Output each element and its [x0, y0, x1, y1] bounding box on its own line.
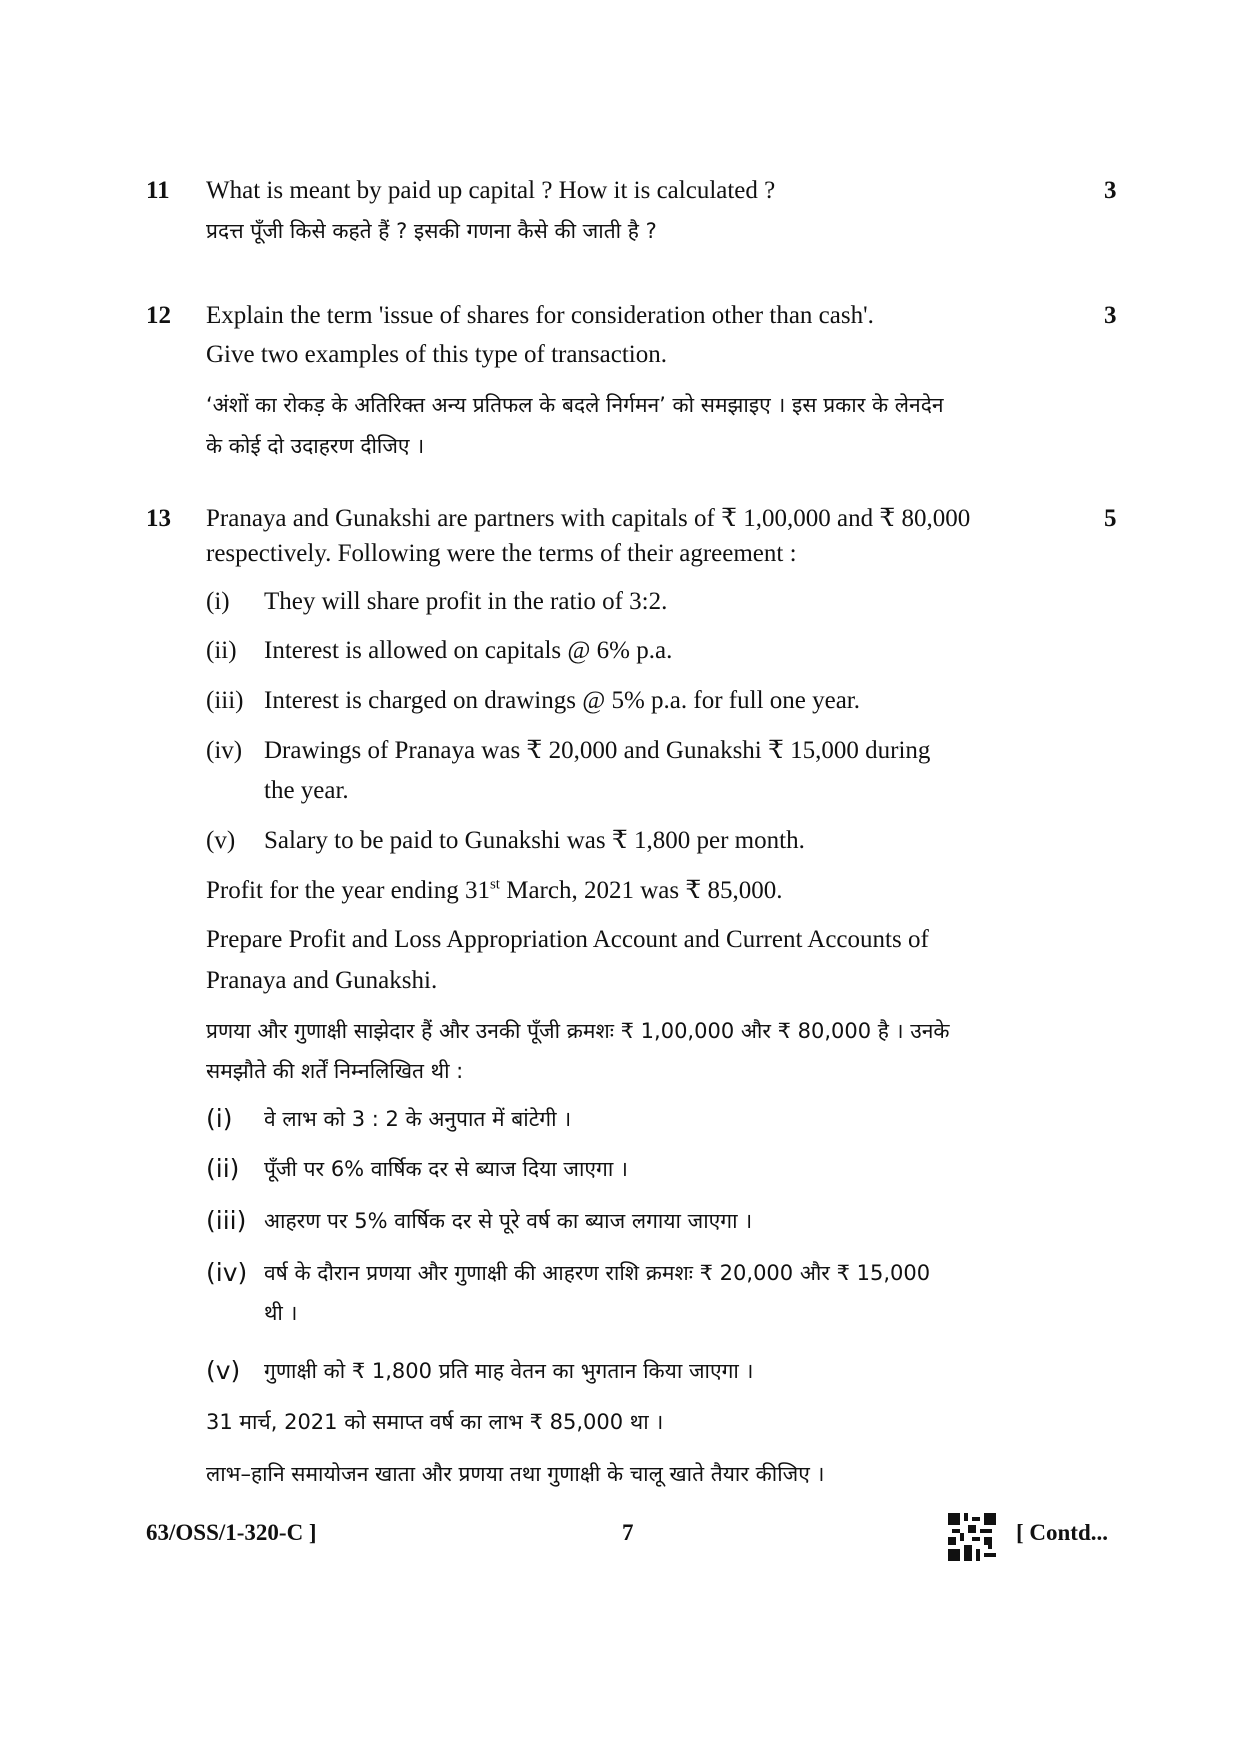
english-item-label: (i): [206, 588, 230, 615]
page-number: 7: [622, 1520, 634, 1545]
english-item-text-continued: the year.: [264, 777, 349, 804]
question-13-number: 13: [146, 505, 171, 532]
hindi-item-5: [206, 1352, 1066, 1392]
profit-statement-pre: Profit for the year ending 31: [206, 877, 490, 904]
english-item-text: Interest is charged on drawings @ 5% p.a. for full one year.: [264, 687, 860, 714]
hindi-item-label: (iv): [206, 1258, 248, 1287]
question-11-number: 11: [146, 177, 170, 204]
question-12-number: 12: [146, 302, 171, 329]
hindi-item-text: वर्ष के दौरान प्रणया और गुणाक्षी की आहरण राशि क्रमशः ₹ 20,000 और ₹ 15,000: [264, 1261, 931, 1285]
english-item-label: (ii): [206, 637, 237, 664]
question-11-hindi: प्रदत्त पूँजी किसे कहते हैं ? इसकी गणना कैसे की जाती है ?: [206, 219, 657, 243]
hindi-item-text: पूँजी पर 6% वार्षिक दर से ब्याज दिया जाएगा ।: [264, 1157, 628, 1181]
question-12-hindi-line2: के कोई दो उदाहरण दीजिए ।: [206, 434, 425, 458]
english-item-text: Drawings of Pranaya was ₹ 20,000 and Gunakshi ₹ 15,000 during: [264, 737, 931, 764]
profit-statement: [206, 872, 783, 910]
hindi-item-label: (v): [206, 1356, 241, 1385]
hindi-item-text-continued: थी ।: [264, 1301, 298, 1325]
qr-code-icon: [948, 1513, 996, 1561]
english-item-label: (v): [206, 827, 236, 854]
question-13-intro-line2: respectively. Following were the terms of their agreement :: [206, 540, 797, 567]
prepare-instruction-line2: Pranaya and Gunakshi.: [206, 967, 438, 994]
hindi-item-4: [206, 1254, 1066, 1334]
hindi-item-2: [206, 1150, 1066, 1190]
question-12-marks: 3: [1104, 302, 1117, 329]
hindi-prepare-instruction: लाभ–हानि समायोजन खाता और प्रणया तथा गुणाक्षी के चालू खाते तैयार कीजिए ।: [206, 1462, 825, 1486]
english-item-label: (iii): [206, 687, 244, 714]
question-12-english-line2: Give two examples of this type of transaction.: [206, 341, 667, 368]
hindi-intro-line2: समझौते की शर्तें निम्नलिखित थी :: [206, 1059, 464, 1083]
hindi-profit-statement: 31 मार्च, 2021 को समाप्त वर्ष का लाभ ₹ 85,000 था ।: [206, 1410, 664, 1434]
question-11-english: What is meant by paid up capital ? How it is calculated ?: [206, 177, 776, 204]
english-item-2: [206, 632, 1026, 672]
hindi-item-label: (ii): [206, 1154, 240, 1183]
english-item-text: They will share profit in the ratio of 3:2.: [264, 588, 668, 615]
hindi-item-text: आहरण पर 5% वार्षिक दर से पूरे वर्ष का ब्याज लगाया जाएगा ।: [264, 1209, 753, 1233]
profit-statement-post: March, 2021 was ₹ 85,000.: [499, 877, 783, 904]
hindi-item-1: [206, 1100, 1066, 1140]
english-item-text: Salary to be paid to Gunakshi was ₹ 1,800 per month.: [264, 827, 805, 854]
question-12-hindi-line1: ‘अंशों का रोकड़ के अतिरिक्त अन्य प्रतिफल के बदले निर्गमन’ को समझाइए । इस प्रकार के लेनदेन: [206, 393, 944, 417]
english-item-5: [206, 822, 1026, 862]
paper-code: 63/OSS/1-320-C ]: [146, 1520, 317, 1545]
hindi-item-label: (i): [206, 1104, 233, 1133]
hindi-intro-line1: प्रणया और गुणाक्षी साझेदार हैं और उनकी पूँजी क्रमशः ₹ 1,00,000 और ₹ 80,000 है । उनके: [206, 1019, 950, 1043]
question-13-intro-line1: Pranaya and Gunakshi are partners with capitals of ₹ 1,00,000 and ₹ 80,000: [206, 505, 971, 532]
profit-statement-sup: st: [489, 876, 500, 893]
english-item-label: (iv): [206, 737, 243, 764]
prepare-instruction-line1: Prepare Profit and Loss Appropriation Account and Current Accounts of: [206, 926, 929, 953]
hindi-item-3: [206, 1202, 1066, 1242]
hindi-item-text: वे लाभ को 3 : 2 के अनुपात में बांटेगी ।: [264, 1107, 572, 1131]
question-11-marks: 3: [1104, 177, 1117, 204]
english-item-4: [206, 732, 1026, 812]
english-item-3: [206, 682, 1026, 722]
hindi-item-text: गुणाक्षी को ₹ 1,800 प्रति माह वेतन का भुगतान किया जाएगा ।: [264, 1359, 754, 1383]
question-13-marks: 5: [1104, 505, 1117, 532]
hindi-item-label: (iii): [206, 1206, 247, 1235]
continued-label: [ Contd...: [1016, 1520, 1109, 1545]
english-item-1: [206, 583, 1026, 623]
question-12-english-line1: Explain the term 'issue of shares for consideration other than cash'.: [206, 302, 874, 329]
english-item-text: Interest is allowed on capitals @ 6% p.a.: [264, 637, 673, 664]
